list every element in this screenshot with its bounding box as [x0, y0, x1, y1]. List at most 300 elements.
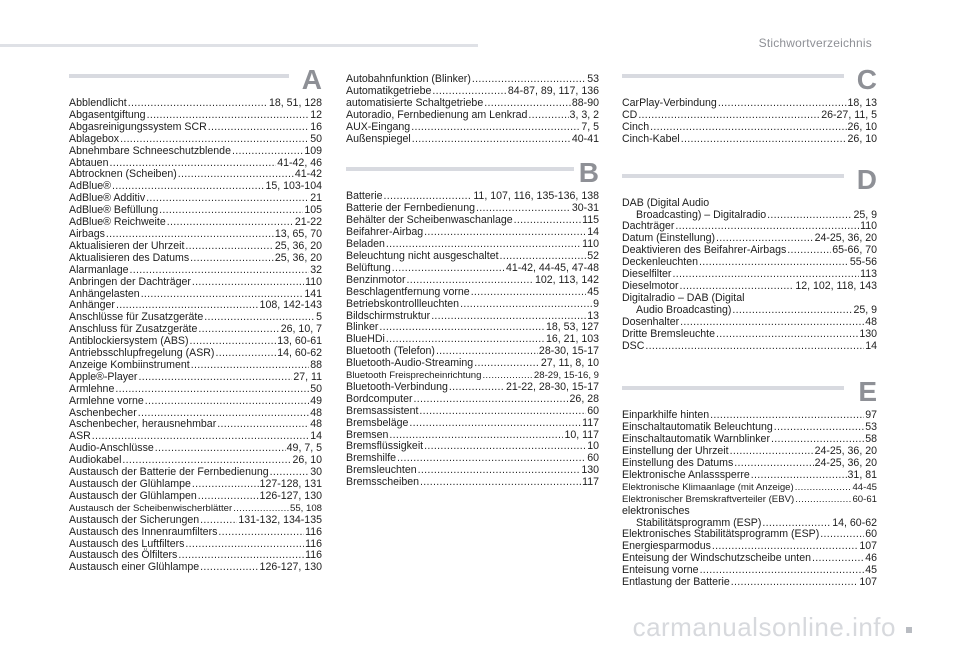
- index-entry: [69, 253, 322, 265]
- index-entry-pages: 21: [310, 192, 322, 205]
- dot-leader: [795, 482, 852, 494]
- index-entry-term: Abgasentgiftung: [69, 108, 146, 121]
- dot-leader: [115, 384, 309, 396]
- dot-leader: [217, 419, 309, 431]
- index-entry-pages: 141: [304, 287, 322, 300]
- dot-leader: [198, 324, 279, 336]
- index-entry-term: Austausch des Ölfilters: [69, 549, 178, 562]
- index-entry-pages: 18, 13: [847, 97, 877, 109]
- index-entry-pages: 26, 28: [569, 392, 599, 405]
- index-entry-term: Anhänger: [69, 299, 115, 312]
- index-entry-term: Enteisung der Windschutzscheibe unten: [622, 552, 812, 565]
- index-entry-term: Apple®-Player: [69, 370, 138, 383]
- index-entry-term: Antiblockiersystem (ABS): [69, 335, 189, 348]
- index-entry-term: Bluetooth-Verbindung: [346, 380, 448, 393]
- dot-leader: [411, 122, 580, 134]
- index-column-3: [622, 64, 877, 589]
- index-entry-pages: 26, 10: [847, 120, 877, 133]
- index-entry-pages: 49: [310, 394, 322, 407]
- index-entry-pages: 107: [859, 540, 877, 553]
- section-c-entries: [622, 98, 877, 146]
- dot-leader: [645, 341, 864, 353]
- index-entry: [622, 110, 877, 122]
- index-entry-term: Batterie der Fernbedienung: [346, 202, 475, 215]
- dot-leader: [138, 372, 292, 384]
- index-entry-pages: 30: [310, 466, 322, 479]
- index-entry-term: Aktualisieren des Datums: [69, 251, 190, 264]
- dot-leader: [233, 503, 289, 515]
- dot-leader: [155, 443, 286, 455]
- index-entry: [346, 358, 599, 370]
- index-entry-pages: 88: [310, 358, 322, 371]
- index-entry: [346, 418, 599, 430]
- index-entry-term: Elektronische Anlasssperre: [622, 468, 750, 481]
- index-entry-term: Austausch des Innenraumfilters: [69, 525, 218, 538]
- section-a-rule: [69, 74, 289, 78]
- index-entry: [69, 396, 322, 408]
- index-entry-term: Bremshilfe: [346, 452, 397, 465]
- index-entry-term: Autoradio, Fernbedienung am Lenkrad: [346, 108, 528, 121]
- index-entry-term: Einstellung der Uhrzeit: [622, 445, 729, 458]
- dot-leader: [215, 348, 276, 360]
- watermark: carmanualsonline.info: [632, 612, 896, 642]
- index-entry-term: Aschenbecher: [69, 406, 137, 419]
- index-entry-pages: 12, 102, 118, 143: [795, 279, 877, 292]
- index-entry-term: Cinch-Kabel: [622, 132, 680, 145]
- index-entry-term: Austausch der Sicherungen: [69, 513, 200, 526]
- index-entry: [69, 515, 322, 527]
- index-entry-esp-line1: elektronisches: [622, 504, 690, 517]
- dot-leader: [397, 453, 586, 465]
- index-entry-pages: 110: [860, 220, 877, 233]
- index-entry-pages: 7, 5: [581, 120, 599, 133]
- dot-leader: [528, 110, 568, 122]
- index-entry-term: Belüftung: [346, 261, 391, 274]
- index-entry-pages: 84-87, 89, 117, 136: [507, 84, 599, 97]
- index-entry: [69, 134, 322, 146]
- index-entry-term: Beleuchtung nicht ausgeschaltet: [346, 249, 499, 262]
- index-entry-pages: 53: [587, 73, 599, 85]
- dot-leader: [120, 134, 309, 146]
- top-rule: [0, 44, 478, 47]
- index-entry-term: Einparkhilfe hinten: [622, 409, 710, 422]
- index-entry: [346, 263, 599, 275]
- index-entry-term: Einschaltautomatik Beleuchtung: [622, 421, 773, 434]
- index-entry-pages: 27, 11: [293, 370, 322, 383]
- index-entry-pages: 110: [582, 238, 599, 251]
- index-entry-pages: 105: [304, 204, 322, 217]
- index-entry: [69, 277, 322, 289]
- index-entry-term: BlueHDi: [346, 333, 385, 346]
- index-entry-pages: 14: [310, 430, 322, 443]
- index-entry: [346, 110, 599, 122]
- index-entry-term: Beschlagentfernung vorne: [346, 285, 470, 298]
- section-a-entries: [69, 98, 322, 574]
- index-entry-pages: 25, 36, 20: [274, 239, 322, 252]
- index-entry-term: AdBlue® Additiv: [69, 192, 146, 205]
- index-entry-pages: 60-61: [852, 493, 877, 505]
- index-entry-pages: 88-90: [571, 96, 599, 109]
- index-entry-pages: 102, 113, 142: [534, 273, 599, 286]
- section-e-rule: [622, 386, 844, 390]
- index-entry-pages: 46: [865, 552, 877, 565]
- dot-leader: [198, 491, 259, 503]
- index-entry: [622, 329, 877, 341]
- dot-leader: [471, 287, 587, 299]
- index-entry-term: Dieselfilter: [622, 268, 672, 281]
- index-entry-pages: 48: [310, 406, 322, 419]
- section-b-rule: [346, 167, 574, 171]
- dot-leader: [145, 396, 309, 408]
- index-entry-term: Dosenhalter: [622, 315, 680, 328]
- index-entry-pages: 12: [310, 108, 322, 121]
- index-entry-pages: 10, 117: [564, 428, 599, 441]
- index-entry-term: Deckenleuchten: [622, 256, 698, 269]
- index-entry-pages: 44-45: [852, 481, 877, 493]
- index-entry-esp: Stabilitätsprogramm (ESP) ..... 14, 60-62: [622, 518, 877, 530]
- index-entry-pages: 14: [865, 339, 877, 352]
- dot-leader: [680, 317, 864, 329]
- index-entry-pages: 26, 10: [847, 132, 877, 145]
- index-entry-term: Austausch einer Glühlampe: [69, 561, 200, 574]
- dot-leader: [406, 275, 534, 287]
- index-entry-pages: 21-22: [294, 216, 322, 229]
- index-entry-term: Anschlüsse für Zusatzgeräte: [69, 311, 204, 324]
- index-entry-pages: 26, 10, 7: [280, 323, 322, 336]
- dot-leader: [820, 529, 864, 541]
- index-entry-pages: 116: [305, 549, 322, 562]
- index-entry-pages: 53: [865, 421, 877, 434]
- index-entry-term: Elektronischer Bremskraftverteiler (EBV): [622, 493, 795, 505]
- dot-leader: [474, 358, 540, 370]
- index-entry-term: Einschaltautomatik Warnblinker: [622, 433, 770, 446]
- index-entry: [69, 372, 322, 384]
- dot-leader: [716, 329, 858, 341]
- index-entry-pages: 50: [310, 382, 322, 395]
- section-c-rule: [622, 74, 844, 78]
- dot-leader: [460, 299, 592, 311]
- index-entry-digitalradio: Audio Broadcasting) ..... 25, 9: [622, 305, 877, 317]
- index-entry-pages: 110: [305, 275, 322, 288]
- section-a-continued-entries: [346, 74, 599, 145]
- section-c-header: [622, 64, 877, 98]
- index-entry-dab-line1: DAB (Digital Audio: [622, 196, 710, 209]
- index-entry-pages: 16, 21, 103: [545, 333, 599, 346]
- section-d-header: [622, 163, 877, 198]
- index-entry-pages: 26-27, 11, 5: [821, 108, 877, 121]
- index-entry: [346, 477, 599, 489]
- index-entry-pages: 31, 81: [847, 468, 877, 481]
- index-entry-term: automatisierte Schaltgetriebe: [346, 96, 484, 109]
- dot-leader: [514, 215, 581, 227]
- index-entry-term: CD: [622, 108, 638, 121]
- index-entry: [69, 241, 322, 253]
- index-entry-term: Austausch der Scheibenwischerblätter: [69, 502, 233, 514]
- index-entry-pages: 116: [305, 525, 322, 538]
- index-entry: [346, 98, 599, 110]
- index-entry: [622, 122, 877, 134]
- index-entry-term: Austausch der Glühlampen: [69, 489, 197, 502]
- index-entry-pages: 117: [582, 416, 599, 429]
- section-b-letter: B: [578, 157, 599, 189]
- dot-leader: [191, 360, 309, 372]
- index-entry-term: Antriebsschlupfregelung (ASR): [69, 347, 215, 360]
- index-entry-pages: 30-31: [571, 202, 599, 215]
- index-entry-term: Dieselmotor: [622, 279, 679, 292]
- index-entry-term: Energiesparmodus: [622, 540, 711, 553]
- dot-leader: [192, 479, 259, 491]
- index-entry-term: Armlehne vorne: [69, 394, 144, 407]
- index-entry-pages: 60: [587, 404, 599, 417]
- index-entry-pages: 126-127, 130: [259, 561, 322, 574]
- index-entry-pages: 48: [865, 315, 877, 328]
- dot-leader: [449, 382, 505, 394]
- dot-leader: [420, 477, 581, 489]
- index-entry-term: Abgasreinigungssystem SCR: [69, 120, 207, 133]
- index-entry-term: Abnehmbare Schneeschutzblende: [69, 144, 231, 157]
- index-entry-digitalradio-line1: Digitalradio – DAB (Digital: [622, 291, 745, 304]
- index-entry-pages: 9: [593, 297, 599, 310]
- dot-leader: [812, 553, 864, 565]
- index-entry-term: Aschenbecher, herausnehmbar: [69, 418, 217, 431]
- index-entry-term: Dachträger: [622, 220, 675, 233]
- index-entry-term: Bremsassistent: [346, 404, 419, 417]
- index-entry-term: Bildschirmstruktur: [346, 309, 431, 322]
- index-entry-term: Anschluss für Zusatzgeräte: [69, 323, 198, 336]
- section-d: [622, 163, 877, 353]
- index-entry-pages: 11, 107, 116, 135-136, 138: [473, 190, 599, 203]
- section-c: [622, 64, 877, 146]
- section-b-header: [346, 157, 599, 191]
- section-a-header: [69, 64, 322, 98]
- index-entry-term: Bluetooth (Telefon): [346, 345, 435, 358]
- index-entry-term: Bremsen: [346, 428, 389, 441]
- dot-leader: [484, 98, 571, 110]
- section-d-entries-2: [622, 317, 877, 353]
- dot-leader: [208, 122, 309, 134]
- index-entry-pages: 41-42, 46: [277, 156, 322, 169]
- index-entry-pages: 24-25, 36, 20: [814, 445, 877, 458]
- dot-leader: [409, 418, 581, 430]
- index-entry-pages: 60: [865, 528, 877, 541]
- index-entry-term: Austausch der Glühlampe: [69, 478, 191, 490]
- dot-leader: [650, 122, 846, 134]
- index-entry: [622, 134, 877, 146]
- index-entry-pages: 127-128, 131: [259, 478, 322, 490]
- index-entry-term: Bremsflüssigkeit: [346, 440, 424, 453]
- section-a: [69, 64, 322, 574]
- index-entry-pages: 24-25, 36, 20: [814, 232, 877, 245]
- dot-leader: [192, 277, 304, 289]
- index-entry-term: Blinker: [346, 321, 379, 334]
- index-entry: [346, 134, 599, 146]
- section-b-entries: [346, 191, 599, 489]
- index-entry: [346, 406, 599, 418]
- index-entry-pages: 5: [316, 311, 322, 324]
- index-entry-term: DSC: [622, 339, 645, 352]
- index-entry-term: Beifahrer-Airbag: [346, 226, 424, 239]
- index-entry: [346, 299, 599, 311]
- index-entry-pages: 41-42: [294, 168, 322, 181]
- index-entry-pages: 32: [310, 263, 322, 276]
- dot-leader: [424, 227, 586, 239]
- index-entry-term: Abtauen: [69, 156, 109, 169]
- index-entry: [622, 494, 877, 506]
- index-entry-pages: 15, 103-104: [265, 180, 322, 193]
- index-entry-pages: 18, 53, 127: [545, 321, 599, 334]
- index-entry-term: Cinch: [622, 120, 650, 133]
- dot-leader: [418, 465, 581, 477]
- index-entry-pages: 27, 11, 8, 10: [540, 357, 599, 370]
- index-entry-term: Behälter der Scheibenwaschanlage: [346, 214, 513, 227]
- index-entry-term: Audio-Anschlüsse: [69, 442, 154, 455]
- section-e-entries: [622, 410, 877, 505]
- index-entry-term: AUX-Eingang: [346, 120, 411, 133]
- index-entry-term: Dritte Bremsleuchte: [622, 327, 716, 340]
- index-entry-term: Audiokabel: [69, 454, 122, 467]
- index-entry-term: Einstellung des Datums: [622, 457, 734, 470]
- index-entry-term: Armlehne: [69, 382, 115, 395]
- index-entry-term: Betriebskontrollleuchten: [346, 297, 460, 310]
- dot-leader: [379, 322, 545, 334]
- index-entry-pages: 117: [582, 476, 599, 489]
- dot-leader: [638, 110, 820, 122]
- index-entry-term: Anbringen der Dachträger: [69, 275, 191, 288]
- index-entry-term: Enteisung vorne: [622, 564, 699, 577]
- index-entry-term: Abtrocknen (Scheiben): [69, 168, 177, 181]
- index-entry-pages: 45: [865, 564, 877, 577]
- index-entry-term: AdBlue®: [69, 180, 111, 193]
- index-entry-term: Austausch des Luftfilters: [69, 537, 185, 550]
- index-entry-dab: Broadcasting) – Digitalradio ..... 25, 9: [622, 210, 877, 222]
- index-entry-pages: 131-132, 134-135: [238, 513, 322, 526]
- index-entry-term: Alarmanlage: [69, 263, 129, 276]
- index-entry-pages: 97: [865, 409, 877, 422]
- index-entry-term: Deaktivieren des Beifahrer-Airbags: [622, 244, 787, 257]
- index-entry-pages: 28-30, 15-17: [538, 345, 599, 358]
- dot-leader: [128, 98, 268, 110]
- index-entry: [622, 341, 877, 353]
- index-entry-term: Bremsleuchten: [346, 464, 417, 477]
- index-entry: [69, 527, 322, 539]
- dot-leader: [185, 539, 304, 551]
- index-entry-term: Airbags: [69, 227, 105, 240]
- index-entry-term: Anzeige Kombiinstrument: [69, 358, 190, 371]
- dot-leader: [751, 470, 847, 482]
- dot-leader: [795, 494, 851, 506]
- index-entry-term: Benzinmotor: [346, 273, 406, 286]
- dot-leader: [730, 446, 814, 458]
- index-entry-pages: 24-25, 36, 20: [814, 457, 877, 470]
- index-entry-pages: 10: [587, 440, 599, 453]
- index-entry: [69, 503, 322, 515]
- index-entry-term: Datum (Einstellung): [622, 232, 716, 245]
- index-entry: [346, 287, 599, 299]
- dot-leader: [424, 441, 586, 453]
- index-entry: [346, 275, 599, 287]
- index-entry-pages: 28-29, 15-16, 9: [533, 370, 599, 382]
- dot-leader: [414, 394, 569, 406]
- index-entry-term: Bremsscheiben: [346, 476, 420, 489]
- index-entry: [69, 419, 322, 431]
- dot-leader: [731, 577, 859, 589]
- dot-leader: [200, 515, 237, 527]
- dot-leader: [419, 406, 586, 418]
- index-entry: [69, 384, 322, 396]
- index-entry-pages: 21-22, 28-30, 15-17: [505, 380, 599, 393]
- index-entry-pages: 50: [310, 132, 322, 145]
- dot-leader: [200, 562, 258, 574]
- index-entry-term: Bluetooth-Audio-Streaming: [346, 357, 474, 370]
- index-entry-pages: 49, 7, 5: [286, 442, 322, 455]
- index-entry-term: ASR: [69, 430, 91, 443]
- index-entry: [622, 317, 877, 329]
- index-entry-pages: 109: [304, 144, 322, 157]
- index-entry-pages: 126-127, 130: [259, 489, 322, 502]
- index-entry: [622, 470, 877, 482]
- index-entry-term: Batterie: [346, 190, 383, 203]
- index-entry-term: Autobahnfunktion (Blinker): [346, 73, 471, 85]
- index-entry-pages: 14, 60-62: [277, 347, 322, 360]
- index-entry-pages: 115: [582, 214, 599, 227]
- dot-leader: [699, 257, 849, 269]
- index-entry-pages: 60: [587, 452, 599, 465]
- section-a-continued: [346, 74, 599, 145]
- index-entry-pages: 108, 142-143: [259, 299, 322, 312]
- section-d-letter: D: [856, 163, 877, 195]
- index-entry-pages: 26, 10: [292, 454, 322, 467]
- index-entry-pages: 130: [859, 327, 877, 340]
- dot-leader: [129, 265, 309, 277]
- index-entry-term: Elektronische Klimaanlage (mit Anzeige): [622, 481, 794, 493]
- index-entry-pages: 55, 108: [289, 502, 322, 514]
- index-entry-pages: 40-41: [571, 132, 599, 145]
- index-entry-pages: 25, 36, 20: [274, 251, 322, 264]
- index-entry-pages: 13, 65, 70: [274, 227, 322, 240]
- dot-leader: [681, 134, 847, 146]
- index-entry: [622, 482, 877, 494]
- dot-leader: [190, 253, 274, 265]
- index-column-1: [69, 64, 322, 574]
- index-entry-pages: 14: [587, 226, 599, 239]
- index-entry-term: Bluetooth Freisprecheinrichtung: [346, 370, 482, 382]
- index-entry-term: Außenspiegel: [346, 132, 411, 145]
- section-e-letter: E: [858, 376, 877, 408]
- index-entry-term: Bremsbeläge: [346, 416, 409, 429]
- section-e-entries-2: [622, 529, 877, 589]
- index-entry: [346, 394, 599, 406]
- index-entry-term: Austausch der Batterie der Fernbedienung: [69, 466, 269, 479]
- section-c-letter: C: [856, 64, 877, 95]
- index-column-2: [346, 74, 599, 489]
- index-entry-term: CarPlay-Verbindung: [622, 97, 717, 109]
- index-entry-term: Entlastung der Batterie: [622, 576, 730, 589]
- dot-leader: [232, 146, 303, 158]
- index-entry: [622, 577, 877, 589]
- index-entry-pages: 13: [587, 309, 599, 322]
- index-entry-pages: 16: [310, 120, 322, 133]
- index-entry-pages: 41-42, 44-45, 47-48: [505, 261, 599, 274]
- index-entry-term: Anhängelasten: [69, 287, 140, 300]
- section-d-entries: [622, 221, 877, 292]
- page-header-title: Stichwortverzeichnis: [758, 36, 872, 50]
- index-entry-pages: 13, 60-61: [277, 335, 322, 348]
- index-entry-term: Ablagebox: [69, 132, 120, 145]
- index-entry-term: Aktualisieren der Uhrzeit: [69, 239, 185, 252]
- index-entry: [346, 122, 599, 134]
- section-b: [346, 157, 599, 489]
- index-entry-term: Bordcomputer: [346, 392, 413, 405]
